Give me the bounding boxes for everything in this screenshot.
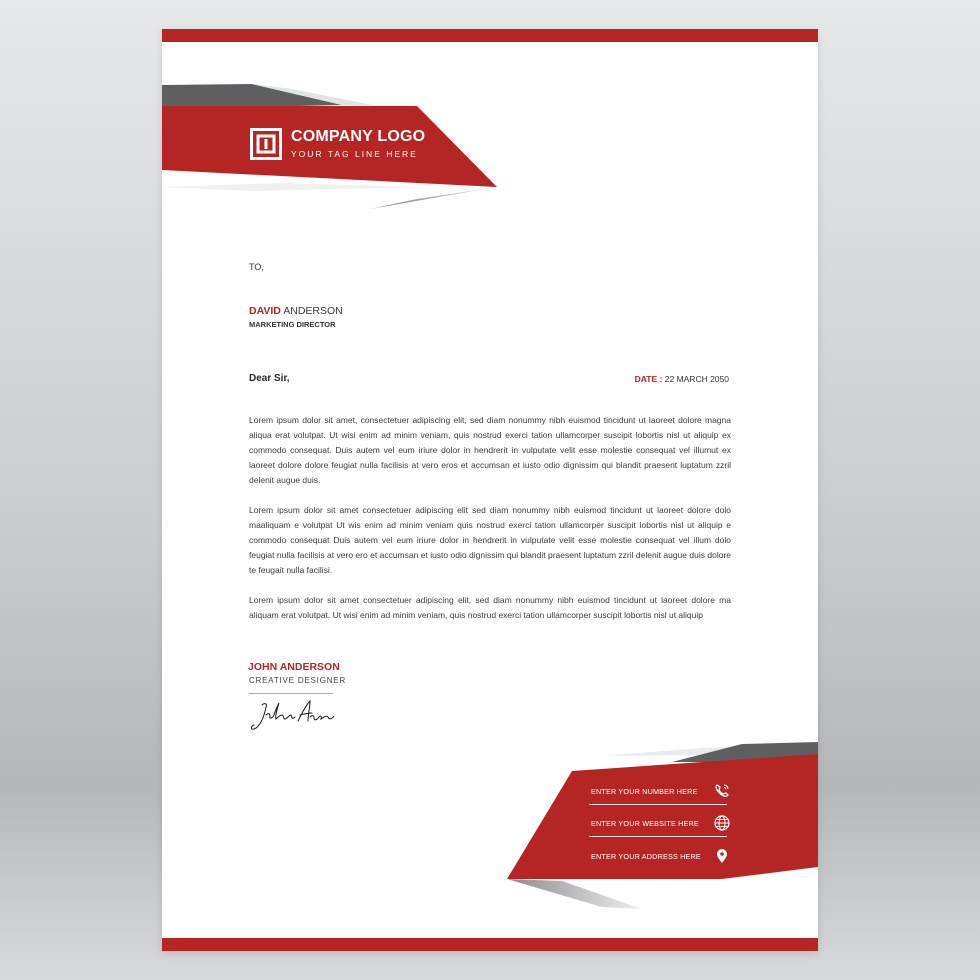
- date-label: DATE :: [634, 374, 663, 384]
- date-value: 22 MARCH 2050: [664, 374, 729, 384]
- contact-phone-row: [589, 780, 727, 805]
- phone-icon: [713, 782, 731, 800]
- sender-name: JOHN ANDERSON: [248, 661, 340, 673]
- contact-phone-text: ENTER YOUR NUMBER HERE: [591, 787, 698, 796]
- body-paragraph: Lorem ipsum dolor sit amet consectetuer adipiscing elit sed diam nonummy nibh euismod tincidunt ut laoreet dolore dolo maaliquam e volutpat Ut wis enim ad minim veniam quis nostrud exerci tation ullamcorper suscipit lobortis nisl ut aliquip e commodo consequat Duis autem vel eum iriure dolor in hendrerit in vulputate velit esse molestie consequat vel illum dolo feugiat nulla facilisis at vero ero et accumsan et iusto odio dignissim qui blandit praesent luptatum zzril delenit augue duis dolore te feugait nulla facilisi.: [249, 505, 731, 575]
- bottom-accent-bar: [162, 938, 818, 951]
- body-paragraph: Lorem ipsum dolor sit amet consectetuer adipiscing elit, sed diam nonummy nibh euismod tincidunt ut laoreet dolore ma aliquam erat volutpat. Ut wisi enim ad minim veniam, quis nostrud exerci tation ullamcorper suscipit lobortis nisl ut aliquip: [249, 595, 731, 620]
- sender-role: CREATIVE DESIGNER: [249, 676, 347, 685]
- company-name: COMPANY LOGO: [291, 128, 426, 145]
- recipient-last-name: ANDERSON: [283, 305, 343, 317]
- contact-website-row: [589, 812, 727, 837]
- company-tagline: YOUR TAG LINE HERE: [291, 149, 418, 159]
- contact-website-text: ENTER YOUR WEBSITE HERE: [591, 819, 699, 828]
- to-label: TO,: [249, 262, 264, 272]
- body-paragraph: Lorem ipsum dolor sit amet, consectetuer adipiscing elit, sed diam nonummy nibh euismod tincidunt ut laoreet dolore magna aliqua erat volutpat. Ut wisi enim ad minim veniam, quis nostrud exerci tation ullamcorper suscipit lobortis nisl ut aliquip ex commodo consequat. Duis autem vel eum iriure dolor in hendrerit in vulputate velit esse molestie consequat vel illumut ex laoreet dolore dolore feugiat nulla facilisis at vero eros et accumsan et iusto odio dignissim qui blandit praesent luptatum zzril delenit augue duis.: [249, 415, 731, 485]
- recipient-title: MARKETING DIRECTOR: [249, 320, 336, 329]
- salutation: Dear Sir,: [249, 373, 290, 384]
- recipient-first-name: DAVID: [249, 305, 281, 317]
- letterhead-page: [162, 29, 818, 951]
- contact-address-row: [589, 845, 727, 869]
- location-pin-icon: [713, 847, 731, 865]
- globe-icon: [713, 814, 731, 832]
- contact-address-text: ENTER YOUR ADDRESS HERE: [591, 852, 701, 861]
